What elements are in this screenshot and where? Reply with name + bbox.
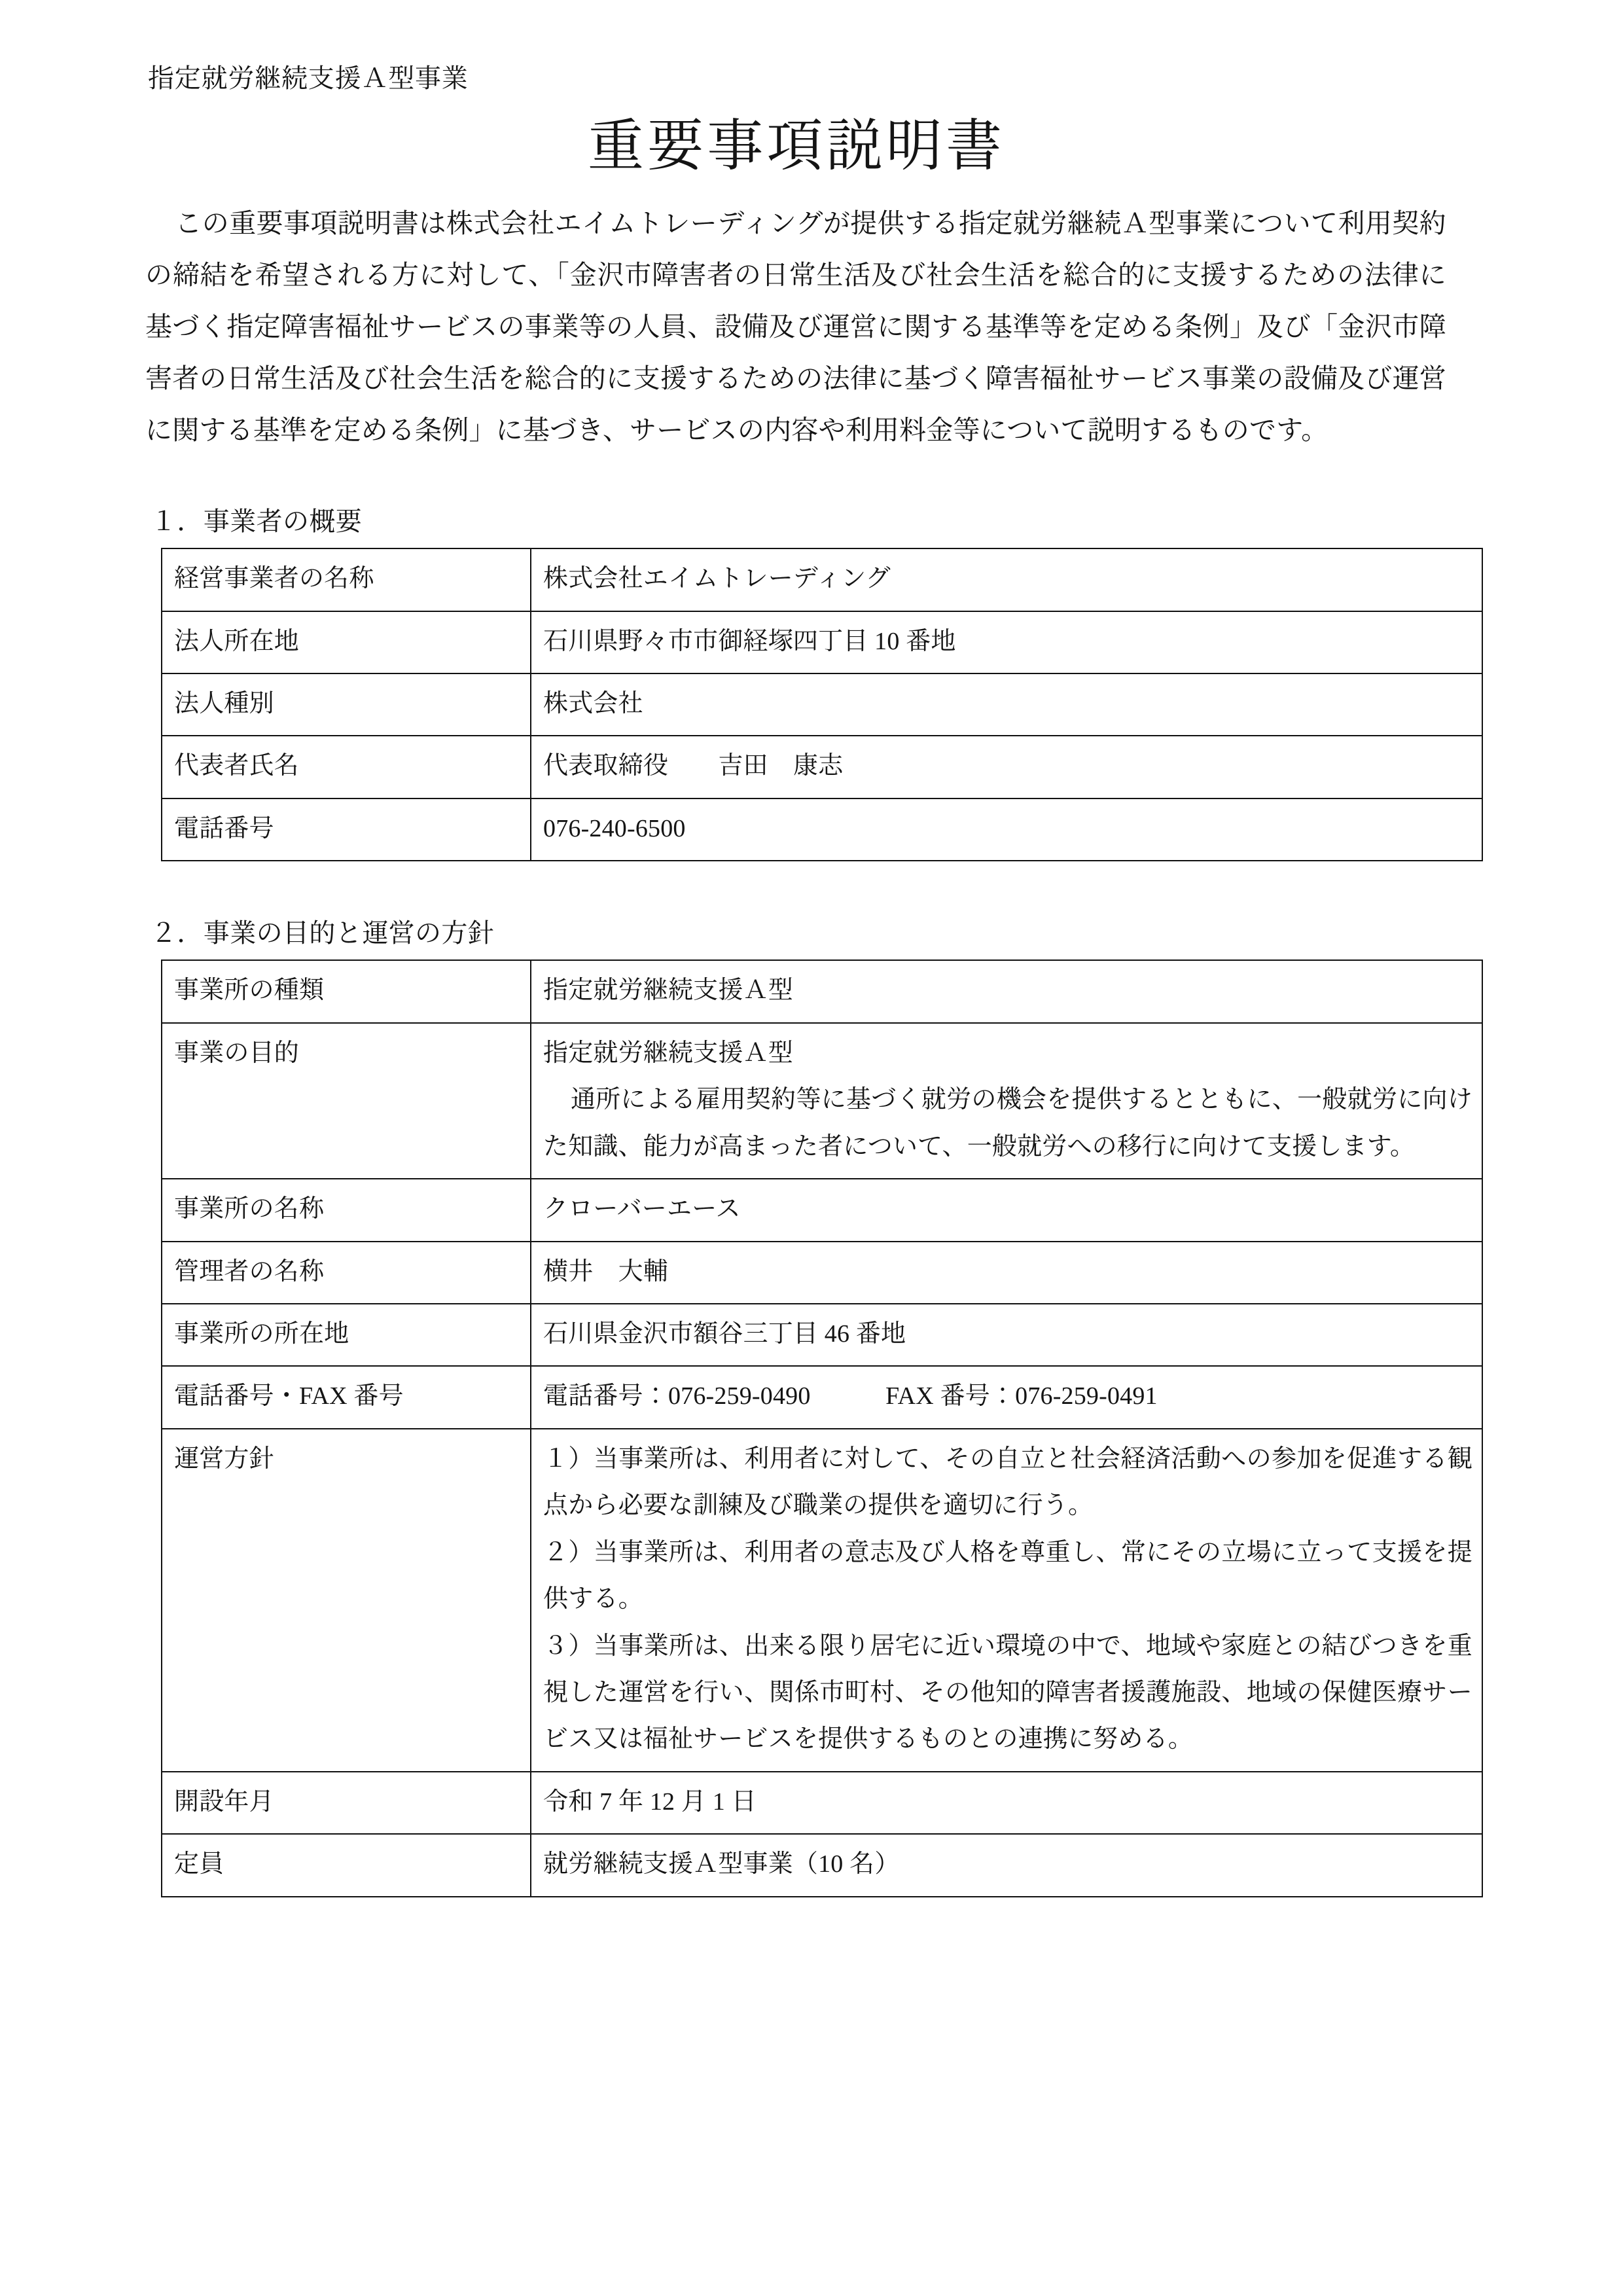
row-label: 事業所の所在地	[162, 1304, 531, 1366]
row-value: 令和 7 年 12 月 1 日	[531, 1772, 1482, 1834]
section-2-heading: ２．事業の目的と運営の方針	[151, 918, 495, 948]
section-1-heading: １．事業者の概要	[151, 507, 363, 537]
intro-text: この重要事項説明書は株式会社エイムトレーディングが提供する指定就労継続Ａ型事業について利用契約の締結を希望される方に対して、「金沢市障害者の日常生活及び社会生活を総合的に支援するための法律に基づく指定障害福祉サービスの事業等の人員、設備及び運営に関する基準等を定める条例」及び「金沢市障害者の日常生活及び社会生活を総合的に支援するための法律に基づく障害福祉サービス事業の設備及び運営に関する基準を定める条例」に基づき、サービスの内容や利用料金等について説明するものです。	[145, 207, 1446, 445]
row-value: 横井 大輔	[531, 1242, 1482, 1304]
row-label: 管理者の名称	[162, 1242, 531, 1304]
row-value: 代表取締役 吉田 康志	[531, 736, 1482, 798]
row-value: 株式会社エイムトレーディング	[531, 548, 1482, 611]
business-operator-table	[161, 548, 1483, 861]
table-row	[162, 1179, 1482, 1241]
row-label: 開設年月	[162, 1772, 531, 1834]
row-value: 076-240-6500	[531, 798, 1482, 861]
policy-item-3: ３）当事業所は、出来る限り居宅に近い環境の中で、地域や家庭との結びつきを重視した運営を行い、関係市町村、その他知的障害者援護施設、地域の保健医療サービス又は福祉サービスを提供するものとの連携に努める。	[543, 1632, 1472, 1753]
row-label: 電話番号	[162, 798, 531, 861]
table-row	[162, 548, 1482, 611]
row-label: 法人種別	[162, 673, 531, 736]
table-row	[162, 1834, 1482, 1896]
row-value	[531, 1023, 1482, 1179]
document-header-line: 指定就労継続支援Ａ型事業	[148, 63, 469, 93]
purpose-body	[543, 1077, 1472, 1170]
row-label: 電話番号・FAX 番号	[162, 1366, 531, 1428]
table-row	[162, 611, 1482, 673]
table-row	[162, 1242, 1482, 1304]
row-label: 代表者氏名	[162, 736, 531, 798]
row-value: 電話番号：076-259-0490 FAX 番号：076-259-0491	[531, 1366, 1482, 1428]
table-row	[162, 960, 1482, 1022]
row-value	[531, 1429, 1482, 1772]
table-row	[162, 673, 1482, 736]
table-row	[162, 1304, 1482, 1366]
row-label: 経営事業者の名称	[162, 548, 531, 611]
table-row	[162, 1772, 1482, 1834]
table-row	[162, 1023, 1482, 1179]
row-label: 事業所の種類	[162, 960, 531, 1022]
purpose-body-text: 通所による雇用契約等に基づく就労の機会を提供するとともに、一般就労に向けた知識、能力が高まった者について、一般就労への移行に向けて支援します。	[543, 1086, 1472, 1160]
document-body	[145, 63, 1472, 1897]
intro-paragraph	[145, 198, 1448, 457]
table-row	[162, 1429, 1482, 1772]
row-value: 石川県金沢市額谷三丁目 46 番地	[531, 1304, 1482, 1366]
row-label: 法人所在地	[162, 611, 531, 673]
row-value: 指定就労継続支援Ａ型	[531, 960, 1482, 1022]
row-value: クローバーエース	[531, 1179, 1482, 1241]
policy-item-2: ２）当事業所は、利用者の意志及び人格を尊重し、常にその立場に立って支援を提供する。	[543, 1538, 1472, 1613]
table-row	[162, 736, 1482, 798]
row-label: 事業所の名称	[162, 1179, 531, 1241]
table-row	[162, 798, 1482, 861]
page-title: 重要事項説明書	[587, 115, 1006, 177]
row-value: 株式会社	[531, 673, 1482, 736]
row-label: 運営方針	[162, 1429, 531, 1772]
policy-item-1: １）当事業所は、利用者に対して、その自立と社会経済活動への参加を促進する観点から必要な訓練及び職業の提供を適切に行う。	[543, 1444, 1472, 1520]
row-label: 事業の目的	[162, 1023, 531, 1179]
table-row	[162, 1366, 1482, 1428]
row-label: 定員	[162, 1834, 531, 1896]
row-value: 就労継続支援Ａ型事業（10 名）	[531, 1834, 1482, 1896]
purpose-type-line: 指定就労継続支援Ａ型	[543, 1039, 793, 1067]
row-value: 石川県野々市市御経塚四丁目 10 番地	[531, 611, 1482, 673]
business-purpose-table	[161, 960, 1483, 1897]
